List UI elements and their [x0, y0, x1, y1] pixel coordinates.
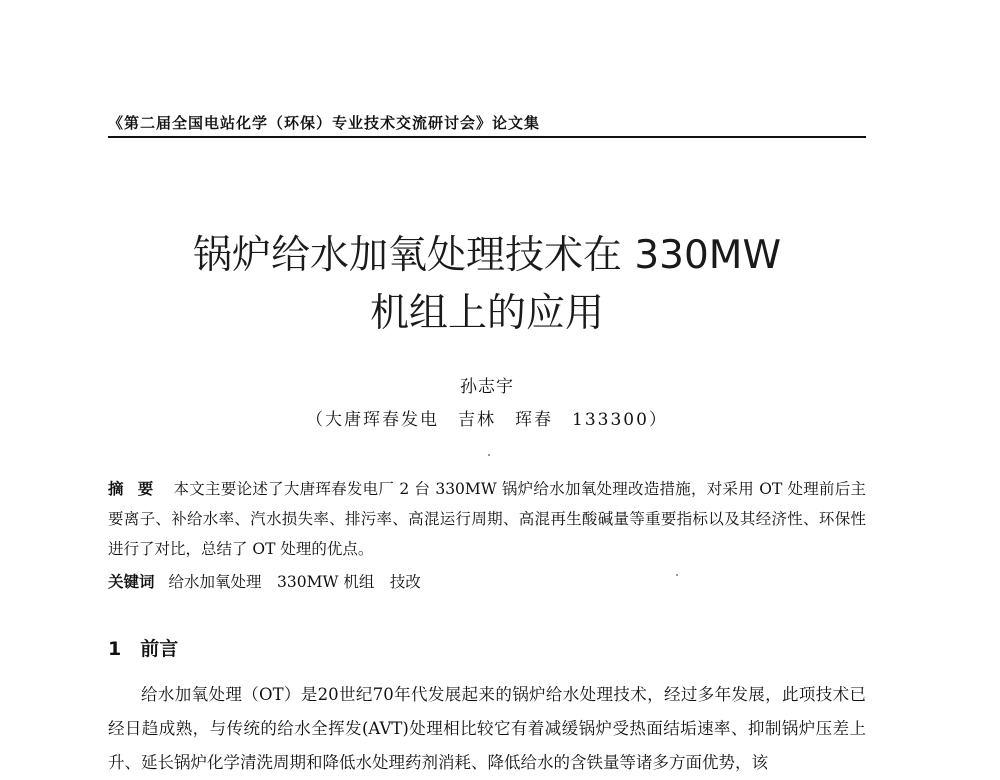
keywords-text: 给水加氧处理 330MW 机组 技改: [168, 573, 421, 591]
scan-speck: [488, 454, 490, 456]
author-name: 孙志宇: [460, 377, 514, 397]
paper-title-line-1: 锅炉给水加氧处理技术在 330MW: [192, 233, 782, 278]
abstract-block: [108, 474, 866, 564]
section-heading: 1 前言: [108, 638, 179, 660]
scan-speck: [676, 574, 678, 576]
running-header: 《第二届全国电站化学（环保）专业技术交流研讨会》论文集: [108, 114, 541, 132]
paper-title-line-2: 机组上的应用: [369, 291, 604, 336]
abstract-label: 摘要: [108, 480, 168, 498]
body-paragraph: 给水加氧处理（OT）是20世纪70年代发展起来的锅炉给水处理技术，经过多年发展，此项技术已经日趋成熟，与传统的给水全挥发(AVT)处理相比较它有着减缓锅炉受热面结垢速率、抑制锅炉压差上升、延长锅炉化学清洗周期和降低水处理药剂消耗、降低给水的含铁量等诸多方面优势，该: [108, 685, 866, 772]
abstract-text: 本文主要论述了大唐珲春发电厂 2 台 330MW 锅炉给水加氧处理改造措施，对采用 OT 处理前后主要离子、补给水率、汽水损失率、排污率、高混运行周期、高混再生酸碱量等重要指标以及其经济性、环保性进行了对比，总结了 OT 处理的优点。: [108, 480, 866, 558]
keywords-block: [108, 570, 866, 592]
body-text: [108, 678, 866, 780]
keywords-label: 关键词: [108, 573, 155, 591]
header-rule: [108, 136, 866, 138]
author-affiliation: （大唐珲春发电 吉林 珲春 133300）: [306, 410, 668, 430]
